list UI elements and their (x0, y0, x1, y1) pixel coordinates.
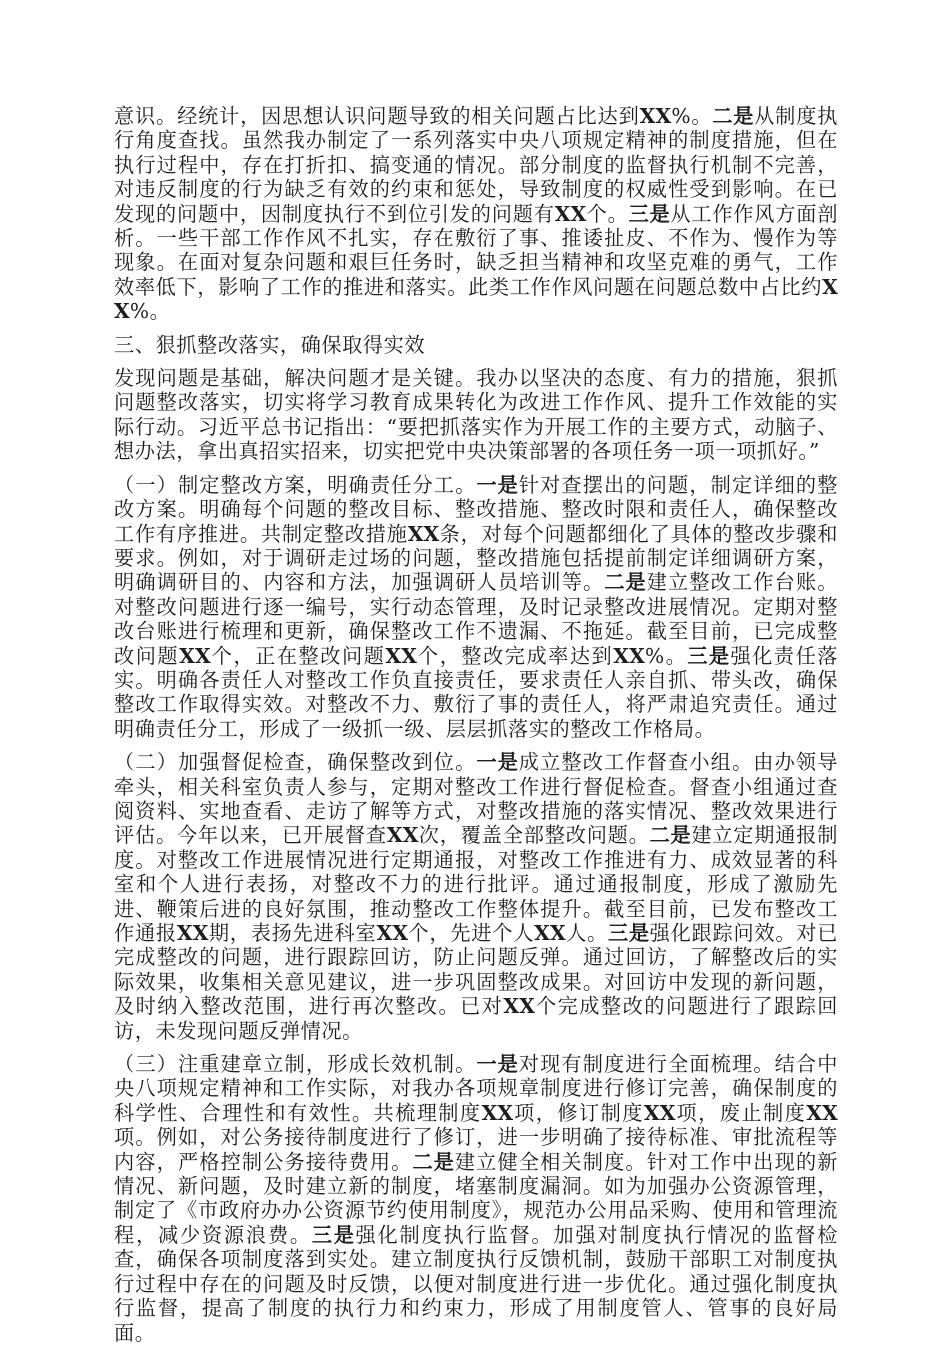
emphasis-label: 二是 (604, 570, 647, 595)
text-run: 项，修订制度 (513, 1100, 644, 1125)
text-run: 对现有制度进行全面梳理。结合中央八项规定精神和工作实际，对我办各项规章制度进行修订完善，确保制度的科学性、合理性和有效性。共梳理制度 (114, 1052, 838, 1125)
emphasis-label: 三是 (628, 201, 671, 226)
emphasis-placeholder-number: XX (176, 921, 209, 945)
text-run: 发现问题是基础，解决问题才是关键。我办以坚决的态度、有力的措施，狠抓问题整改落实，切实将学习教育成果转化为改进工作作风、提升工作效能的实际行动。习近平总书记指出：“要把抓落实作为开展工作的主要方式，动脑子、想办法，拿出真招实招来，切实把党中央决策部署的各项任务一项一项抓好。” (114, 366, 838, 464)
text-run: 从工作作风方面剖析。一些干部工作作风不扎实，存在敷衍了事、推诿扯皮、不作为、慢作为等现象。在面对复杂问题和艰巨任务时，缺乏担当精神和攻坚克难的勇气，工作效率低下，影响了工作的推进和落实。此类工作作风问题在问题总数中占比约 (114, 201, 838, 299)
text-run: （一）制定整改方案，明确责任分工。 (114, 472, 477, 497)
text-run: 个，正在整改问题 (210, 643, 386, 668)
text-run: 从制度执行角度查找。虽然我办制定了一系列落实中央八项规定精神的制度措施，但在执行过程中，存在打折扣、搞变通的情况。部分制度的监督执行机制不完善，对违反制度的行为缺乏有效的约束和惩处，导致制度的权威性受到影响。在已发现的问题中，因制度执行不到位引发的问题有 (114, 104, 838, 226)
emphasis-placeholder-number: XX (386, 823, 419, 848)
text-run: 个，先进个人 (408, 921, 535, 945)
text-run: 建立整改工作台账。对整改问题进行逐一编号，实行动态管理，及时记录整改进展情况。定期对整改台账进行梳理和更新，确保整改工作不遗漏、不拖延。截至目前，已完成整改问题 (114, 570, 838, 668)
text-run: %。 (129, 299, 171, 324)
text-run: 期，表扬先进科室 (208, 921, 377, 945)
emphasis-label: 三是 (608, 921, 650, 945)
text-run: 个完成整改的问题进行了跟踪回访，未发现问题反弹情况。 (114, 994, 839, 1043)
emphasis-label: 二是 (412, 1149, 455, 1174)
emphasis-placeholder-number: XX (639, 104, 672, 128)
emphasis-placeholder-number: XX (503, 994, 536, 1019)
body-paragraph (114, 750, 838, 1043)
emphasis-placeholder-number: XX (534, 921, 566, 945)
body-paragraph (114, 104, 838, 324)
text-run: （三）注重建章立制，形成长效机制。 (114, 1052, 477, 1077)
text-run: 针对查摆出的问题，制定详细的整改方案。明确每个问题的整改目标、整改措施、整改时限和责任人，确保整改工作有序推进。共制定整改措施 (114, 472, 838, 546)
text-run: 意识。经统计，因思想认识问题导致的相关问题占比达到 (114, 104, 640, 128)
emphasis-placeholder-number: XX (407, 521, 440, 546)
text-run: 条，对每个问题都细化了具体的整改步骤和要求。例如，对于调研走过场的问题，整改措施包括提前制定详细调研方案，明确调研目的、内容和方法，加强调研人员培训等。 (114, 521, 838, 595)
emphasis-placeholder-number: XX (114, 274, 838, 324)
emphasis-label: 一是 (476, 1052, 519, 1077)
emphasis-label: 二是 (649, 823, 692, 848)
text-run: 建立定期通报制度。对整改工作进展情况进行定期通报，对整改工作推进有力、成效显著的科室和个人进行表扬，对整改不力的进行批评。通过通报制度，形成了激励先进、鞭策后进的良好氛围，推动整改工作整体提升。截至目前，已发布整改工作通报 (114, 823, 838, 945)
emphasis-placeholder-number: XX (643, 1100, 676, 1125)
text-run: 个，整改完成率达到 (417, 643, 614, 668)
text-run: 项，废止制度 (675, 1100, 807, 1125)
section-heading (114, 333, 838, 357)
body-paragraph (114, 1052, 838, 1345)
text-run: 人。 (565, 921, 609, 945)
body-paragraph (114, 473, 838, 741)
emphasis-label: 一是 (476, 750, 519, 775)
text-run: 三、狠抓整改落实，确保取得实效 (114, 332, 426, 357)
text-run: 强化跟踪问效。对已完成整改的问题，进行跟踪回访，防止问题反弹。通过回访，了解整改后的实际效果，收集相关意见建议，进一步巩固整改成果。对回访中发现的新问题，及时纳入整改范围，进行再次整改。已对 (114, 921, 838, 1019)
text-run: 建立健全相关制度。针对工作中出现的新情况、新问题，及时建立新的制度，堵塞制度漏洞。如为加强办公资源管理，制定了《市政府办办公资源节约使用制度》，规范办公用品采购、使用和管理流程，减少资源浪费。 (114, 1149, 838, 1247)
emphasis-placeholder-number: XX (613, 643, 645, 668)
body-paragraph (114, 366, 838, 464)
emphasis-placeholder-number: XX (385, 643, 418, 668)
document-body (114, 104, 838, 1345)
text-run: 项。例如，对公务接待制度进行了修订，进一步明确了接待标准、审批流程等内容，严格控制公务接待费用。 (114, 1125, 838, 1174)
emphasis-label: 二是 (712, 104, 755, 128)
emphasis-label: 三是 (311, 1222, 356, 1247)
emphasis-label: 一是 (476, 472, 519, 497)
emphasis-placeholder-number: XX (554, 201, 587, 226)
text-run: %。 (645, 643, 688, 668)
emphasis-placeholder-number: XX (376, 921, 409, 945)
text-run: 强化责任落实。明确各责任人对整改工作负直接责任，要求责任人亲自抓、带头改，确保整改工作取得实效。对整改不力、敷衍了事的责任人，将严肃追究责任。通过明确责任分工，形成了一级抓一级、层层抓落实的整改工作格局。 (114, 643, 838, 741)
text-run: %。 (671, 104, 713, 128)
emphasis-placeholder-number: XX (481, 1100, 514, 1125)
emphasis-placeholder-number: XX (806, 1100, 838, 1125)
text-run: 个。 (586, 201, 629, 226)
emphasis-label: 三是 (687, 643, 731, 668)
emphasis-placeholder-number: XX (179, 643, 211, 668)
text-run: 强化制度执行监督。加强对制度执行情况的监督检查，确保各项制度落到实处。建立制度执行反馈机制，鼓励干部职工对制度执行过程中存在的问题及时反馈，以便对制度进行进一步优化。通过强化制度执行监督，提高了制度的执行力和约束力，形成了用制度管人、管事的良好局面。 (114, 1222, 838, 1345)
text-run: （二）加强督促检查，确保整改到位。 (114, 750, 477, 775)
text-run: 次，覆盖全部整改问题。 (418, 823, 650, 848)
text-run: 成立整改工作督查小组。由办领导牵头，相关科室负责人参与，定期对整改工作进行督促检查。督查小组通过查阅资料、实地查看、走访了解等方式，对整改措施的落实情况、整改效果进行评估。今年以来，已开展督查 (114, 750, 838, 848)
